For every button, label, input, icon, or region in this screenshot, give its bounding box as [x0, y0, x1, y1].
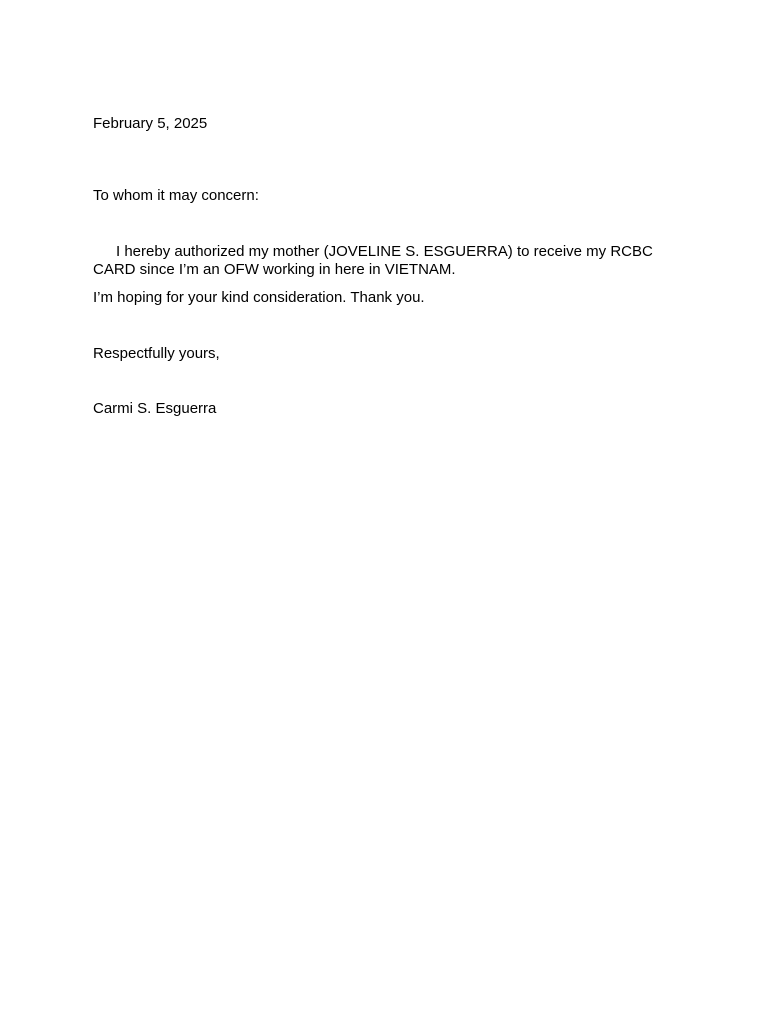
letter-closing-request: I’m hoping for your kind consideration. Thank you. — [93, 289, 425, 306]
letter-signature-name: Carmi S. Esguerra — [93, 400, 217, 417]
letter-salutation: To whom it may concern: — [93, 187, 259, 204]
letter-date: February 5, 2025 — [93, 115, 208, 132]
letter-complimentary-close: Respectfully yours, — [93, 345, 220, 362]
letter-body-paragraph: I hereby authorized my mother (JOVELINE S. ESGUERRA) to receive my RCBC CARD since I’m an OFW working in here in VIETNAM. — [93, 243, 653, 278]
